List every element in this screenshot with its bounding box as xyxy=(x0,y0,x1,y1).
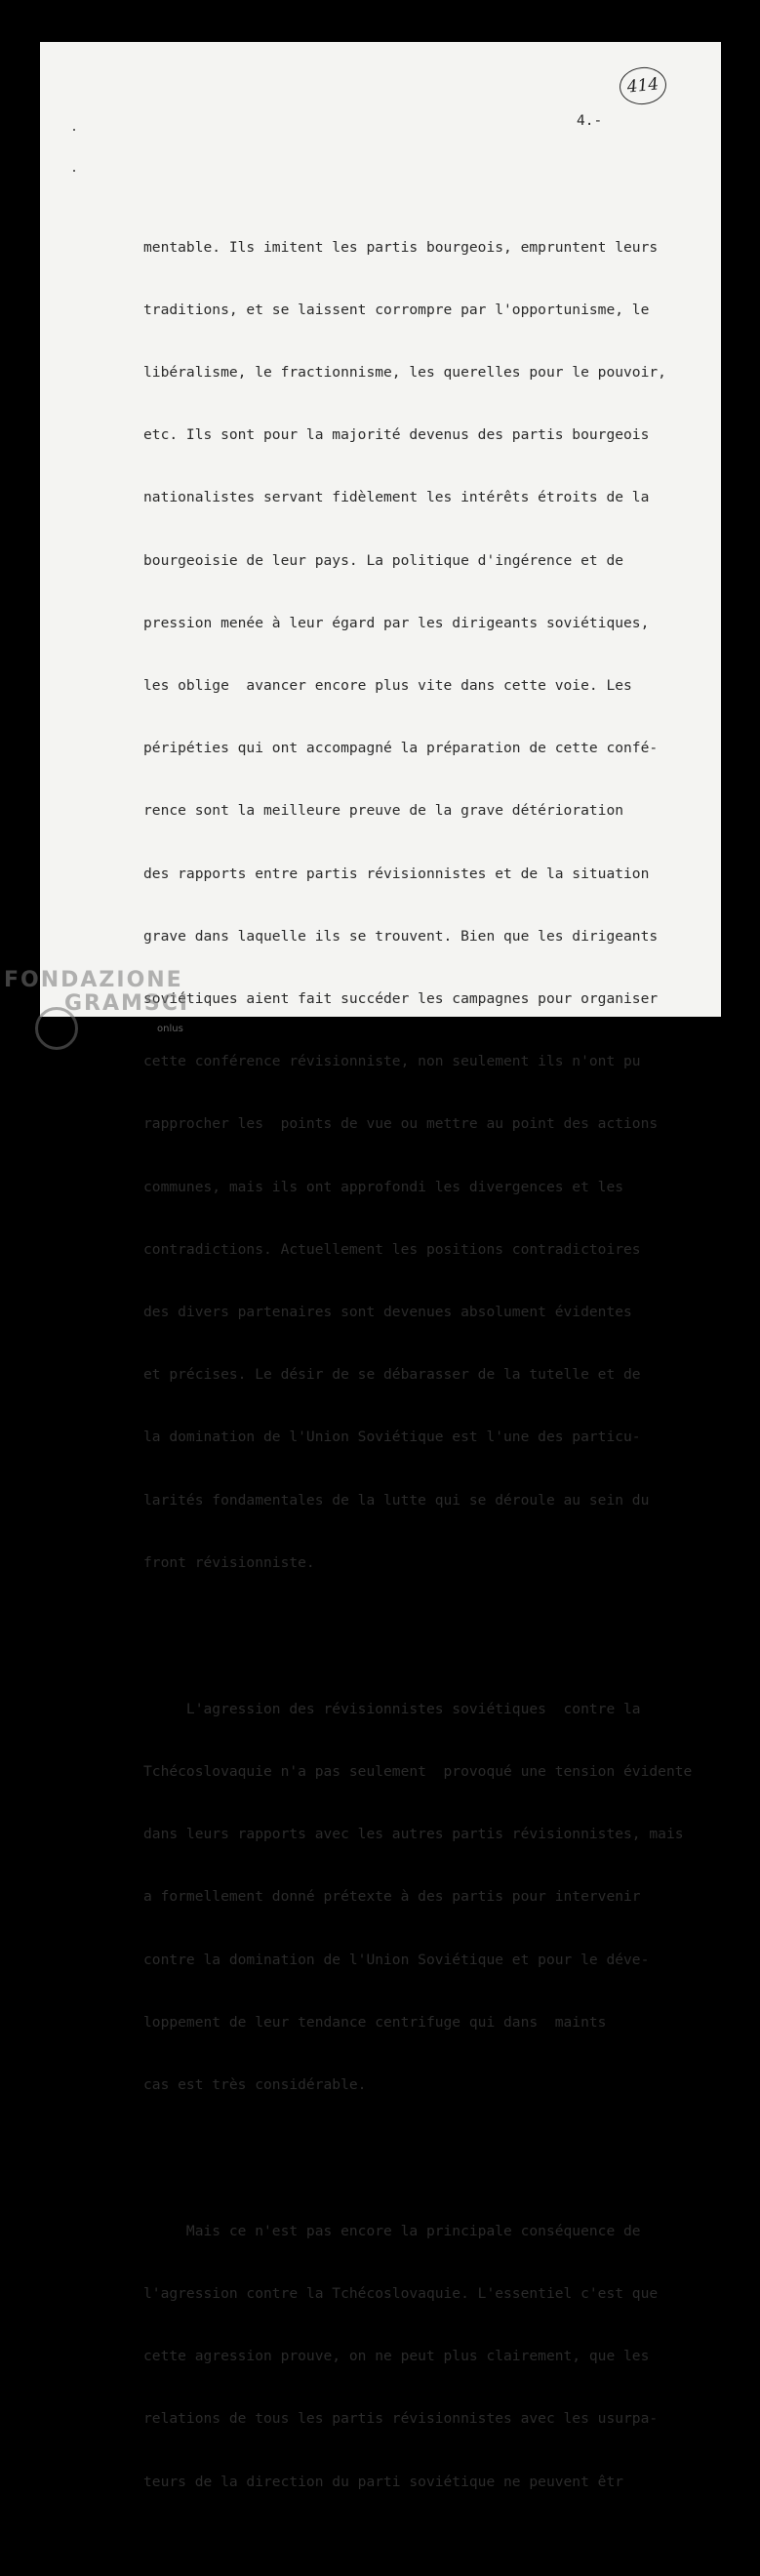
text-line: L'agression des révisionnistes soviétiques contre la xyxy=(143,1700,641,1717)
text-line: Tchécoslovaquie n'a pas seulement provoqué une tension évidente xyxy=(143,1762,693,1780)
text-line: cas est très considérable. xyxy=(143,2075,367,2093)
text-line: etc. Ils sont pour la majorité devenus des partis bourgeois xyxy=(143,426,650,444)
paragraph-1 xyxy=(143,195,700,1615)
watermark-line-1: FONDAZIONE xyxy=(4,968,183,992)
text-line: front révisionniste. xyxy=(143,1553,315,1571)
text-line: nationalistes servant fidèlement les intérêts étroits de la xyxy=(143,489,650,506)
text-line: l'agression contre la Tchécoslovaquie. L'essentiel c'est que xyxy=(143,2284,659,2302)
text-line: soviétiques aient fait succéder les campagnes pour organiser xyxy=(143,990,659,1008)
paragraph-2 xyxy=(143,1657,700,2137)
paragraph-3 xyxy=(143,2179,700,2534)
text-line: relations de tous les partis révisionnistes avec les usurpa- xyxy=(143,2410,659,2428)
text-line: teurs de la direction du parti soviétique ne peuvent êtr xyxy=(143,2473,624,2490)
text-line: péripéties qui ont accompagné la préparation de cette confé- xyxy=(143,740,659,757)
watermark-line-2: GRAMSCI xyxy=(64,991,190,1016)
text-line: cette conférence révisionniste, non seulement ils n'ont pu xyxy=(143,1053,641,1070)
text-line: la domination de l'Union Soviétique est l'une des particu- xyxy=(143,1429,641,1446)
text-line: des rapports entre partis révisionnistes et de la situation xyxy=(143,865,650,882)
text-line: dans leurs rapports avec les autres partis révisionnistes, mais xyxy=(143,1826,684,1843)
text-line: Mais ce n'est pas encore la principale conséquence de xyxy=(143,2222,641,2239)
text-line: loppement de leur tendance centrifuge qui dans maints xyxy=(143,2013,607,2031)
text-line: traditions, et se laissent corrompre par l'opportunisme, le xyxy=(143,301,650,318)
text-line: a formellement donné prétexte à des partis pour intervenir xyxy=(143,1888,641,1906)
text-line: les oblige avancer encore plus vite dans cette voie. Les xyxy=(143,677,632,695)
text-line: rence sont la meilleure preuve de la grave détérioration xyxy=(143,802,624,820)
text-line: contre la domination de l'Union Soviétique et pour le déve- xyxy=(143,1951,650,1968)
text-line: rapprocher les points de vue ou mettre au point des actions xyxy=(143,1115,659,1133)
text-line: et précises. Le désir de se débarasser de la tutelle et de xyxy=(143,1366,641,1384)
text-line: larités fondamentales de la lutte qui se déroule au sein du xyxy=(143,1491,650,1509)
watermark xyxy=(4,969,189,1016)
watermark-subtitle: onlus xyxy=(157,1024,183,1034)
text-line: cette agression prouve, on ne peut plus clairement, que les xyxy=(143,2348,650,2365)
text-line: pression menée à leur égard par les dirigeants soviétiques, xyxy=(143,614,650,631)
text-line: grave dans laquelle ils se trouvent. Bien que les dirigeants xyxy=(143,927,659,945)
text-line: communes, mais ils ont approfondi les divergences et les xyxy=(143,1178,624,1195)
text-line: des divers partenaires sont devenues absolument évidentes xyxy=(143,1304,632,1321)
stamp-number: 414 xyxy=(625,74,660,98)
text-line: mentable. Ils imitent les partis bourgeois, empruntent leurs xyxy=(143,238,659,256)
text-line: libéralisme, le fractionnisme, les querelles pour le pouvoir, xyxy=(143,364,666,382)
document-body xyxy=(143,153,700,2576)
margin-mark xyxy=(73,129,75,131)
page-number: 4.- xyxy=(577,113,603,129)
margin-mark xyxy=(73,170,75,172)
text-line: bourgeoisie de leur pays. La politique d'ingérence et de xyxy=(143,551,624,569)
text-line: contradictions. Actuellement les positions contradictoires xyxy=(143,1240,641,1258)
archive-stamp xyxy=(618,65,668,107)
